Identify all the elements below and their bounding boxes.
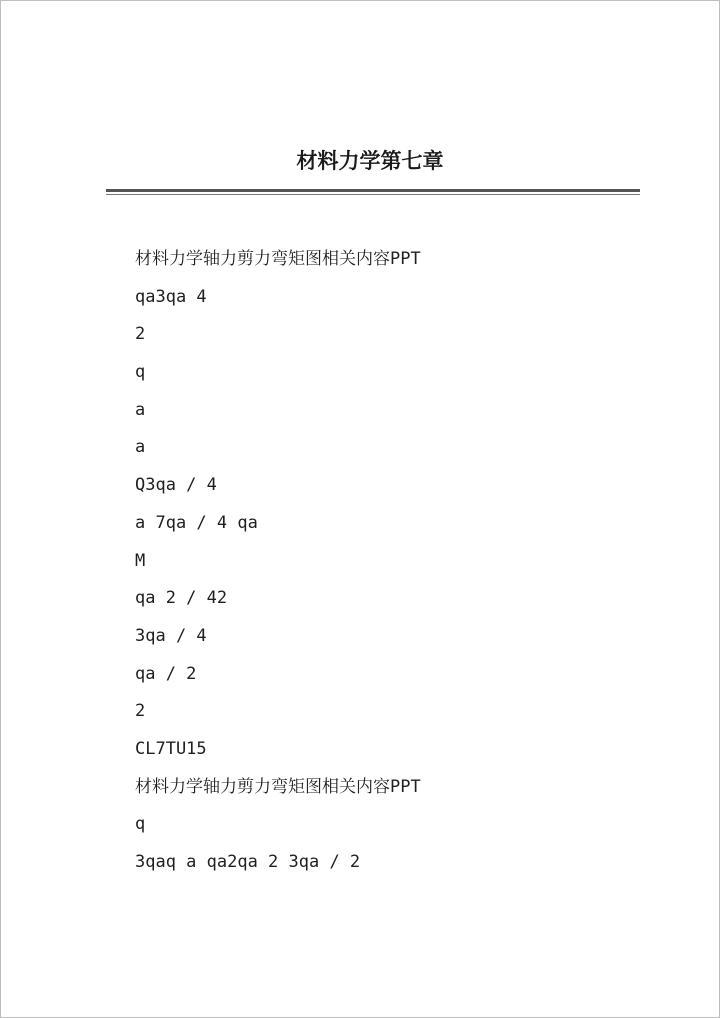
text-line: 2 bbox=[135, 701, 146, 722]
text-line: qa 2 / 42 bbox=[135, 588, 228, 609]
text-line: M bbox=[135, 550, 146, 571]
title-underline-thin bbox=[106, 194, 640, 195]
text-line: Q3qa / 4 bbox=[135, 475, 217, 496]
title-underline bbox=[106, 189, 640, 192]
text-line: q bbox=[135, 362, 146, 383]
text-line: q bbox=[135, 814, 146, 835]
text-line: 2 bbox=[135, 324, 146, 345]
document-title: 材料力学第七章 bbox=[296, 148, 444, 173]
text-line: 3qaq a qa2qa 2 3qa / 2 bbox=[135, 852, 361, 872]
text-line: qa3qa 4 bbox=[135, 286, 207, 307]
text-line: a 7qa / 4 qa bbox=[135, 512, 258, 533]
text-line: a bbox=[135, 437, 146, 458]
text-line: 材料力学轴力剪力弯矩图相关内容PPT bbox=[135, 776, 421, 797]
text-line: a bbox=[135, 399, 146, 420]
document-body bbox=[135, 246, 655, 887]
text-line: CL7TU15 bbox=[135, 738, 207, 759]
text-line: 材料力学轴力剪力弯矩图相关内容PPT bbox=[135, 249, 421, 269]
text-line: qa / 2 bbox=[135, 663, 197, 684]
text-line: 3qa / 4 bbox=[135, 625, 207, 646]
